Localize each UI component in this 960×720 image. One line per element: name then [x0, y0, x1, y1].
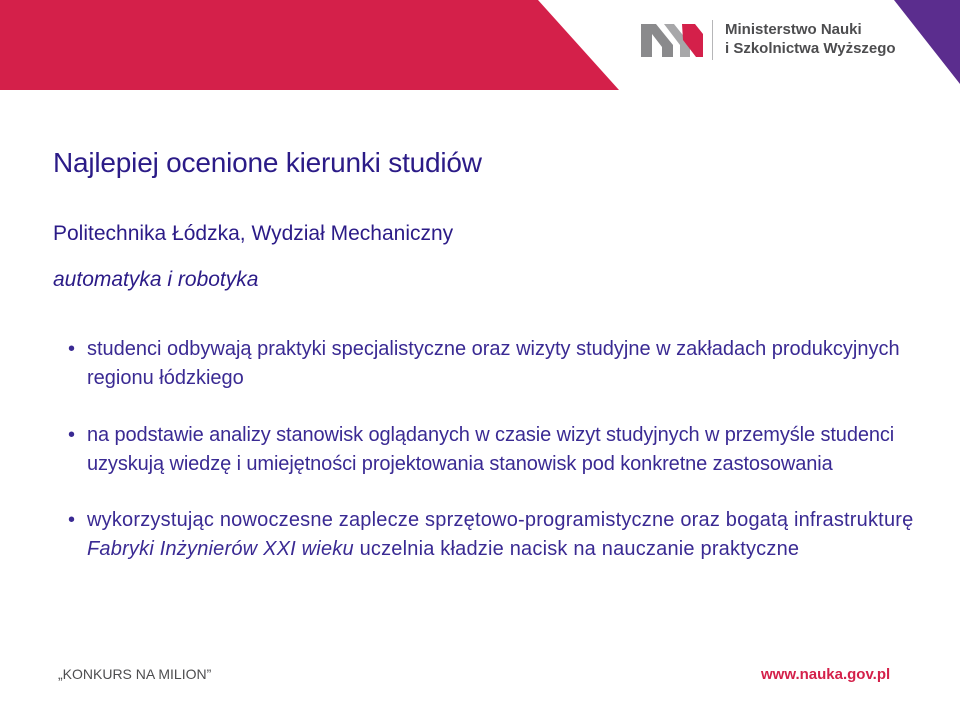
header-banner [0, 0, 960, 90]
ministry-name-line1: Ministerstwo Nauki [725, 21, 862, 38]
field-of-study: automatyka i robotyka [53, 268, 259, 291]
footer-website-link[interactable]: www.nauka.gov.pl [761, 666, 891, 683]
bullet-text: uczelnia kładzie nacisk na nauczanie praktyczne [353, 538, 800, 560]
red-banner-shape [0, 0, 619, 90]
logo-divider [712, 20, 713, 60]
bullet-text: wykorzystując nowoczesne zaplecze sprzętowo-programistyczne oraz bogatą infrastrukturę [87, 509, 914, 531]
purple-corner-shape [894, 0, 960, 84]
bullet-item: • studenci odbywają praktyki specjalistyczne oraz wizyty studyjne w zakładach produkcyjnych regionu łódzkiego [68, 335, 948, 393]
bullet-item [68, 506, 948, 564]
bullet-text-italic: Fabryki Inżynierów XXI wieku [87, 538, 354, 560]
footer-contest-name: „KONKURS NA MILION” [58, 666, 212, 682]
slide-title: Najlepiej ocenione kierunki studiów [53, 147, 482, 178]
university-name: Politechnika Łódzka, Wydział Mechaniczny [53, 222, 454, 245]
ministry-logo-icon [641, 24, 703, 57]
bullet-list [68, 335, 948, 564]
bullet-item: • na podstawie analizy stanowisk oglądanych w czasie wizyt studyjnych w przemyśle studenci uzyskują wiedzę i umiejętności projektowania stanowisk pod konkretne zastosowania [68, 421, 948, 479]
ministry-name [725, 20, 896, 58]
ministry-name-line2: i Szkolnictwa Wyższego [725, 40, 896, 57]
